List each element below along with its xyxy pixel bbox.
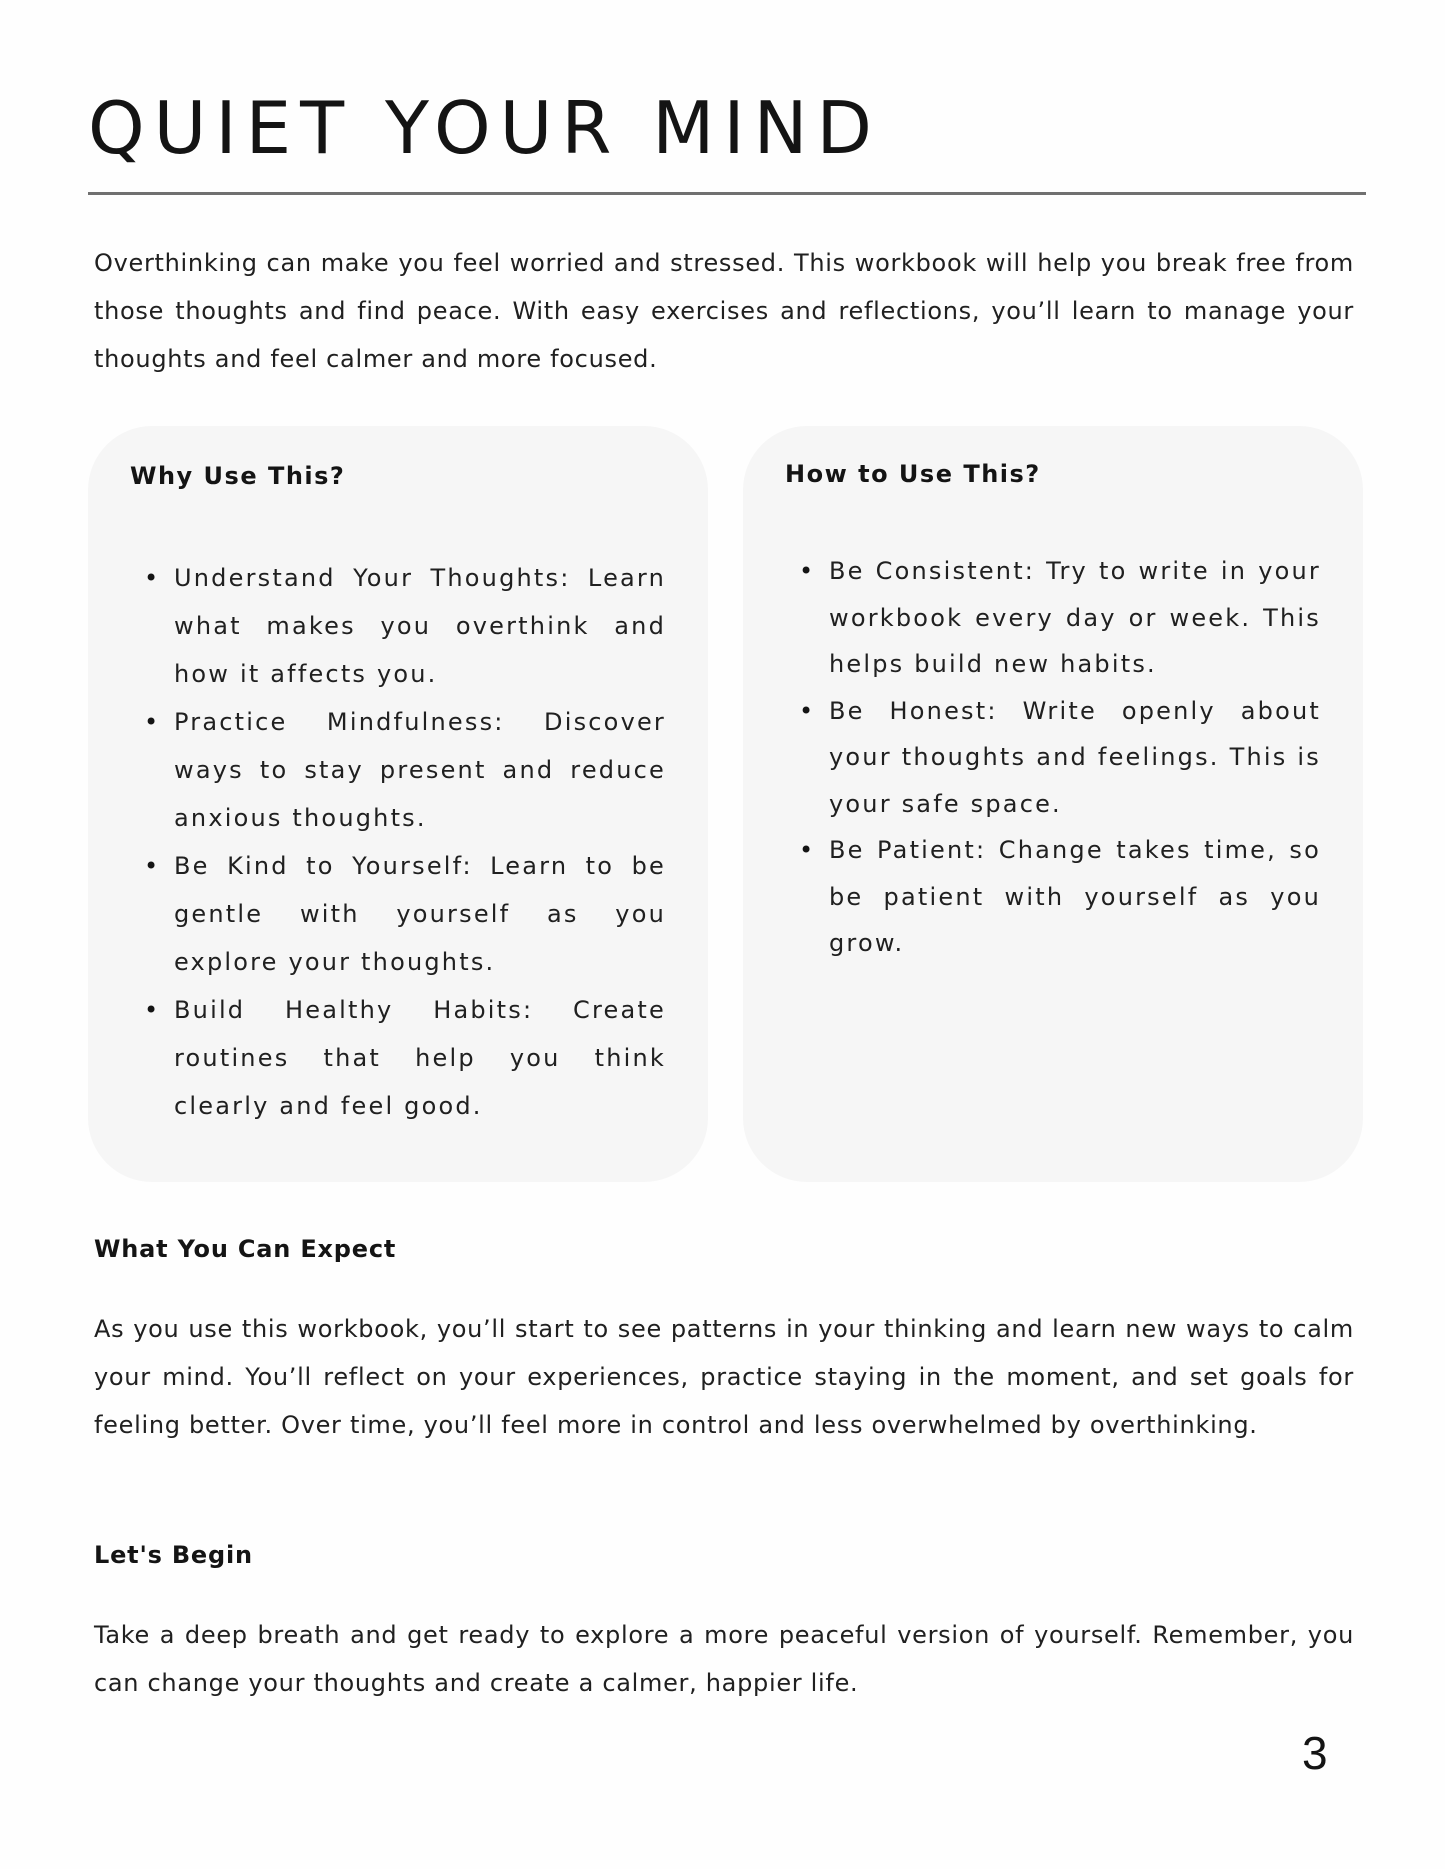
page-title: QUIET YOUR MIND [88, 86, 881, 170]
list-item-text: Be Consistent: Try to write in your workbook every day or week. This helps build new habits. [829, 557, 1321, 678]
list-item-text: Be Honest: Write openly about your thoughts and feelings. This is your safe space. [829, 696, 1321, 818]
begin-heading: Let's Begin [94, 1541, 253, 1569]
list-item [799, 688, 1321, 828]
list-item-text: Build Healthy Habits: Create routines that help you think clearly and feel good. [174, 996, 666, 1120]
list-item [144, 554, 666, 698]
page-number: 3 [1302, 1727, 1328, 1779]
list-item [799, 548, 1321, 688]
bullet-icon: • [144, 708, 161, 736]
list-item [799, 827, 1321, 967]
list-item-text: Be Kind to Yourself: Learn to be gentle with yourself as you explore your thoughts. [174, 852, 666, 976]
list-item [144, 698, 666, 842]
expect-heading: What You Can Expect [94, 1235, 397, 1263]
why-use-list [144, 554, 666, 1130]
how-to-use-card [743, 426, 1363, 1182]
bullet-icon: • [799, 696, 816, 725]
intro-paragraph: Overthinking can make you feel worried and stressed. This workbook will help you break free from those thoughts and find peace. With easy exercises and reflections, you’ll learn to manage your thoughts and feel calmer and more focused. [94, 249, 1354, 373]
bullet-icon: • [799, 557, 816, 585]
why-use-heading: Why Use This? [130, 462, 346, 490]
list-item-text: Understand Your Thoughts: Learn what makes you overthink and how it affects you. [174, 564, 666, 688]
why-use-card [88, 426, 708, 1182]
list-item [144, 986, 666, 1130]
list-item-text: Practice Mindfulness: Discover ways to stay present and reduce anxious thoughts. [174, 708, 666, 832]
bullet-icon: • [144, 996, 161, 1024]
title-divider [88, 192, 1366, 195]
bullet-icon: • [144, 852, 161, 880]
begin-paragraph: Take a deep breath and get ready to explore a more peaceful version of yourself. Remember, you can change your thoughts and create a calmer, happier life. [94, 1621, 1354, 1697]
list-item-text: Be Patient: Change takes time, so be patient with yourself as you grow. [829, 836, 1321, 957]
list-item [144, 842, 666, 986]
bullet-icon: • [144, 564, 161, 592]
how-to-use-heading: How to Use This? [785, 460, 1041, 488]
bullet-icon: • [799, 836, 816, 864]
expect-paragraph: As you use this workbook, you’ll start to see patterns in your thinking and learn new ways to calm your mind. You’ll reflect on your experiences, practice staying in the moment, and set goals for feeling better. Over time, you’ll feel more in control and less overwhelmed by overthinking. [94, 1315, 1354, 1439]
how-to-use-list [799, 548, 1321, 967]
